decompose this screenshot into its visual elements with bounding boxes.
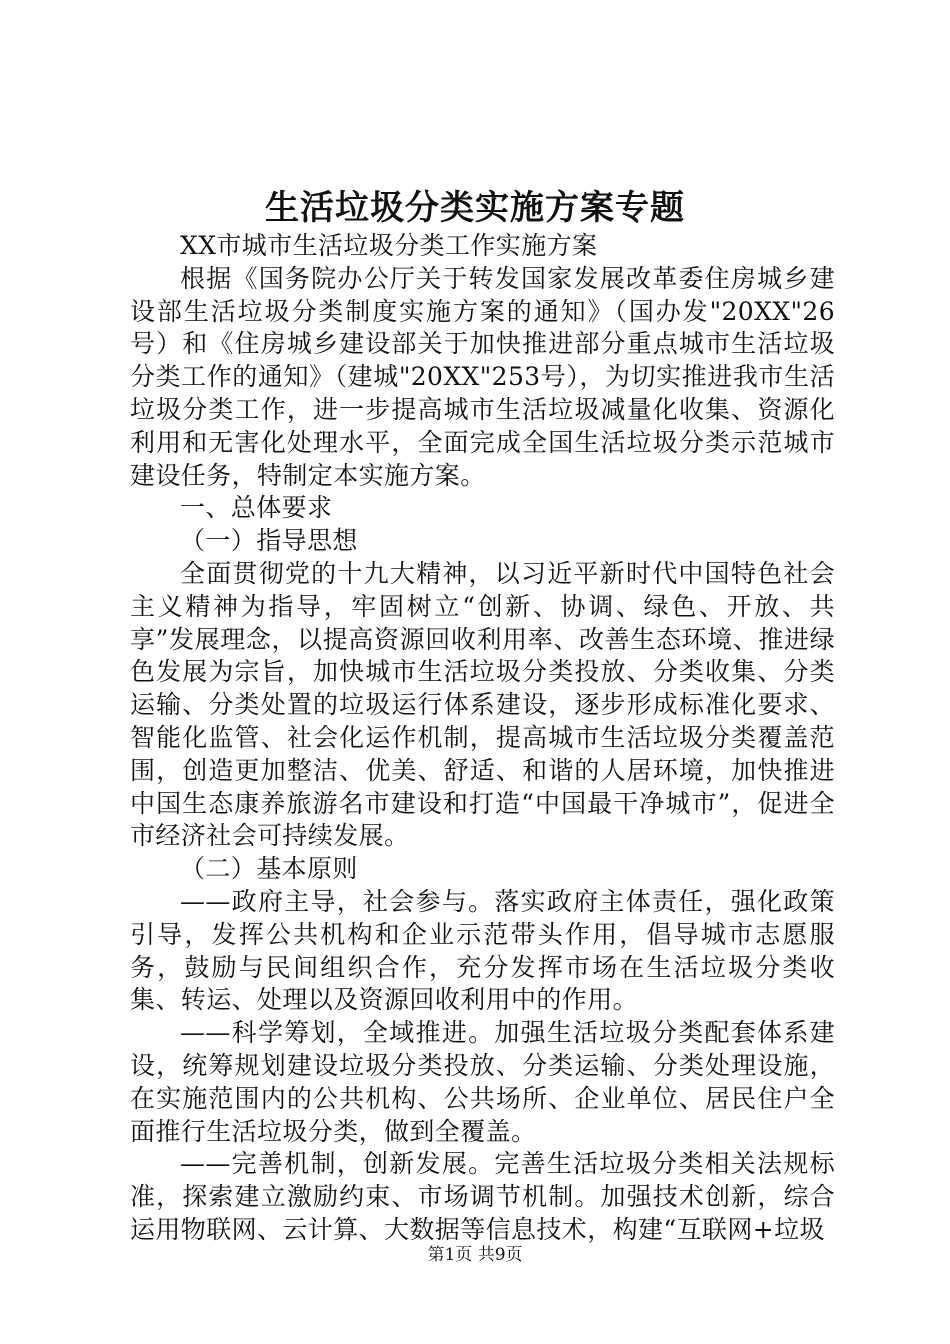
subsection-heading-basic-principles: （二）基本原则 [180, 854, 358, 884]
paragraph-subtitle: XX市城市生活垃圾分类工作实施方案 [180, 231, 598, 260]
document-title: 生活垃圾分类实施方案专题 [265, 188, 685, 228]
paragraph-principle-government-led: ——政府主导，社会参与。落实政府主体责任，强化政策引导，发挥公共机构和企业示范带头作用，倡导城市志愿服务，鼓励与民间组织合作，充分发挥市场在生活垃圾分类收集、转运、处理以及资源回收利用中的作用。 [130, 886, 835, 1015]
subsection-heading-guiding-ideology: （一）指导思想 [180, 526, 358, 556]
paragraph-principle-scientific-planning: ——科学筹划，全域推进。加强生活垃圾分类配套体系建设，统筹规划建设垃圾分类投放、分类运输、分类处理设施，在实施范围内的公共机构、公共场所、企业单位、居民住户全面推行生活垃圾分类，做到全覆盖。 [130, 1018, 835, 1146]
paragraph-principle-improve-mechanism: ——完善机制，创新发展。完善生活垃圾分类相关法规标准，探索建立激励约束、市场调节机制。加强技术创新，综合运用物联网、云计算、大数据等信息技术，构建“互联网+垃圾 [130, 1149, 835, 1244]
section-heading-overall-requirements: 一、总体要求 [180, 493, 333, 523]
page-number-footer: 第1页 共9页 [427, 1245, 523, 1265]
paragraph-intro: 根据《国务院办公厅关于转发国家发展改革委住房城乡建设部生活垃圾分类制度实施方案的通知》（国办发"20XX"26号）和《住房城乡建设部关于加快推进部分重点城市生活垃圾分类工作的通知》（建城"20XX"253号），为切实推进我市生活垃圾分类工作，进一步提高城市生活垃圾减量化收集、资源化利用和无害化处理水平，全面完成全国生活垃圾分类示范城市建设任务，特制定本实施方案。 [130, 263, 835, 490]
paragraph-guiding-ideology: 全面贯彻党的十九大精神，以习近平新时代中国特色社会主义精神为指导，牢固树立“创新、协调、绿色、开放、共享”发展理念，以提高资源回收利用率、改善生态环境、推进绿色发展为宗旨，加快城市生活垃圾分类投放、分类收集、分类运输、分类处置的垃圾运行体系建设，逐步形成标准化要求、智能化监管、社会化运作机制，提高城市生活垃圾分类覆盖范围，创造更加整洁、优美、舒适、和谐的人居环境，加快推进中国生态康养旅游名市建设和打造“中国最干净城市”，促进全市经济社会可持续发展。 [130, 558, 835, 851]
document-body [130, 230, 835, 1247]
